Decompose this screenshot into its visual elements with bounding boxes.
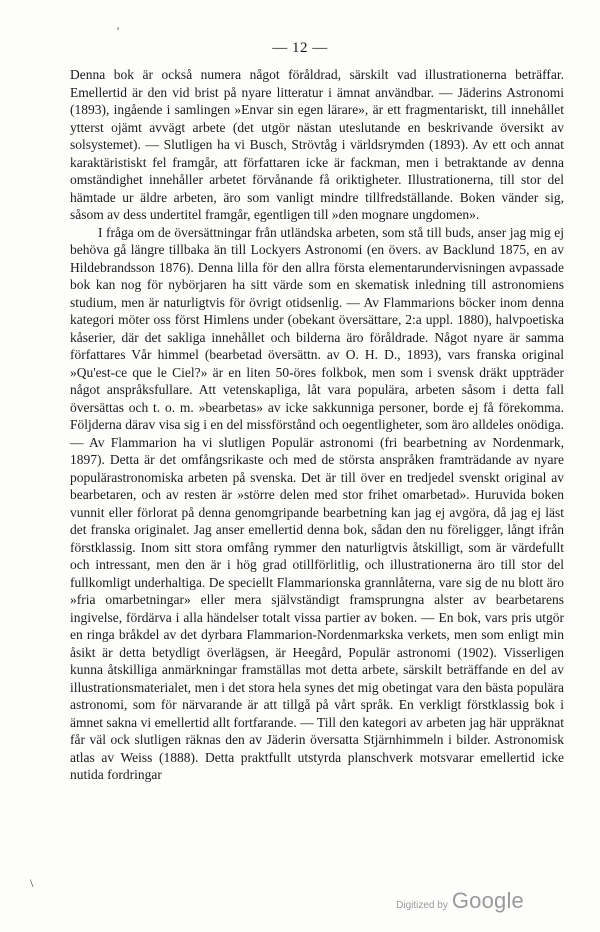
google-logo: Google (451, 888, 524, 913)
ink-mark-top: ' (117, 24, 120, 38)
page-number: — 12 — (272, 40, 328, 56)
watermark-prefix: Digitized by (396, 900, 448, 911)
ink-mark-bottom: \ (30, 876, 34, 890)
paragraph-1: Denna bok är också numera något föråldrad, särskilt vad illustrationerna beträffar. Emellertid är den vid brist på nyare litteratur i ämnat användbar. — Jäderins Astronomi (1893), ingående i samlingen »Envar sin egen lärare», är ett fragmentariskt, till innehållet ytterst ojämt avvägt arbete (det utgör nästan uteslutande en beskrivande översikt av solsystemet). — Slutligen ha vi Busch, Strövtåg i världsrymden (1893). Av ett och annat karaktäristiskt fel framgår, att författaren icke är fackman, men i betraktande av denna omständighet innehåller arbetet förvånande få oriktigheter. Illustrationerna, till stor del hämtade ur äldre arbeten, äro som vanligt mindre tillfredställande. Boken vänder sig, såsom av dess undertitel framgår, egentligen till »den mognare ungdomen». (70, 67, 564, 222)
body-text (70, 66, 564, 784)
digitized-watermark (396, 888, 524, 914)
paragraph-2: I fråga om de översättningar från utländska arbeten, som stå till buds, anser jag mig ej behöva gå längre tillbaka än till Lockyers Astronomi (en övers. av Backlund 1875, en av Hildebrandsson 1876). Denna lilla för den allra första elementarundervisningen avpassade bok kan nog för nybörjaren ha sitt värde som en skematisk inledning till astronomiens studium, men är naturligtvis för övrigt otidsenlig. — Av Flammarions böcker inom denna kategori möter oss först Himlens under (obekant översättare, 2:a uppl. 1880), halvpoetiska kåserier, där det sakliga innehållet och bilderna äro föråldrade. Något nyare är samma författares Vår himmel (bearbetad översättn. av O. H. D., 1893), vars franska original »Qu'est-ce que le Ciel?» är en liten 50-öres folkbok, men som i svensk dräkt uppträder något anspråksfullare. Att vetenskapliga, låt vara populära, arbeten såsom i detta fall översättas och t. o. m. »bearbetas» av icke sakkunniga personer, borde ej få förekomma. Följderna därav visa sig i en del missförstånd och oegentligheter, som äro alldeles onödiga. — Av Flammarion ha vi slutligen Populär astronomi (fri bearbetning av Nordenmark, 1897). Detta är det omfångsrikaste och med de största anspråken framträdande av nyare populärastronomiska arbeten på svenska. Det är till över en tredjedel svenskt original av bearbetaren, och av resten är »större delen med stor frihet omarbetad». Huruvida boken vunnit eller förlorat på denna genomgripande bearbetning kan jag ej avgöra, då jag ej läst det franska originalet. Jag anser emellertid denna bok, sådan den nu föreligger, långt ifrån förstklassig. Inom sitt stora omfång rymmer den naturligtvis åtskilligt, som är värdefullt och intressant, men den är i hög grad otillförlitlig, och illustrationerna äro till stor del fullkomligt underhaltiga. De speciellt Flammarionska grannlåterna, vare sig de nu blott äro »fria omarbetningar» eller mera självständigt framsprungna alster av bearbetarens ingivelse, fördärva i alla händelser totalt vissa partier av boken. — En bok, vars pris utgör en ringa bråkdel av det dyrbara Flammarion-Nordenmarkska verkets, men som enligt min åsikt är detta betydligt överlägsen, är Heegård, Populär astronomi (1902). Visserligen kunna åtskilliga anmärkningar framställas mot detta arbete, särskilt beträffande en del av illustrationsmaterialet, men i det stora hela synes det mig obetingat vara den bästa populära astronomi, som för närvarande är att tillgå på vårt språk. En verkligt förstklassig bok i ämnet sakna vi emellertid allt fortfarande. — Till den kategori av arbeten jag här uppräknat får väl ock slutligen räknas den av Jäderin översatta Stjärnhimmeln i bilder. Astronomisk atlas av Weiss (1888). Detta praktfullt utstyrda planschverk motsvarar emellertid icke nutida fordringar (70, 224, 564, 782)
